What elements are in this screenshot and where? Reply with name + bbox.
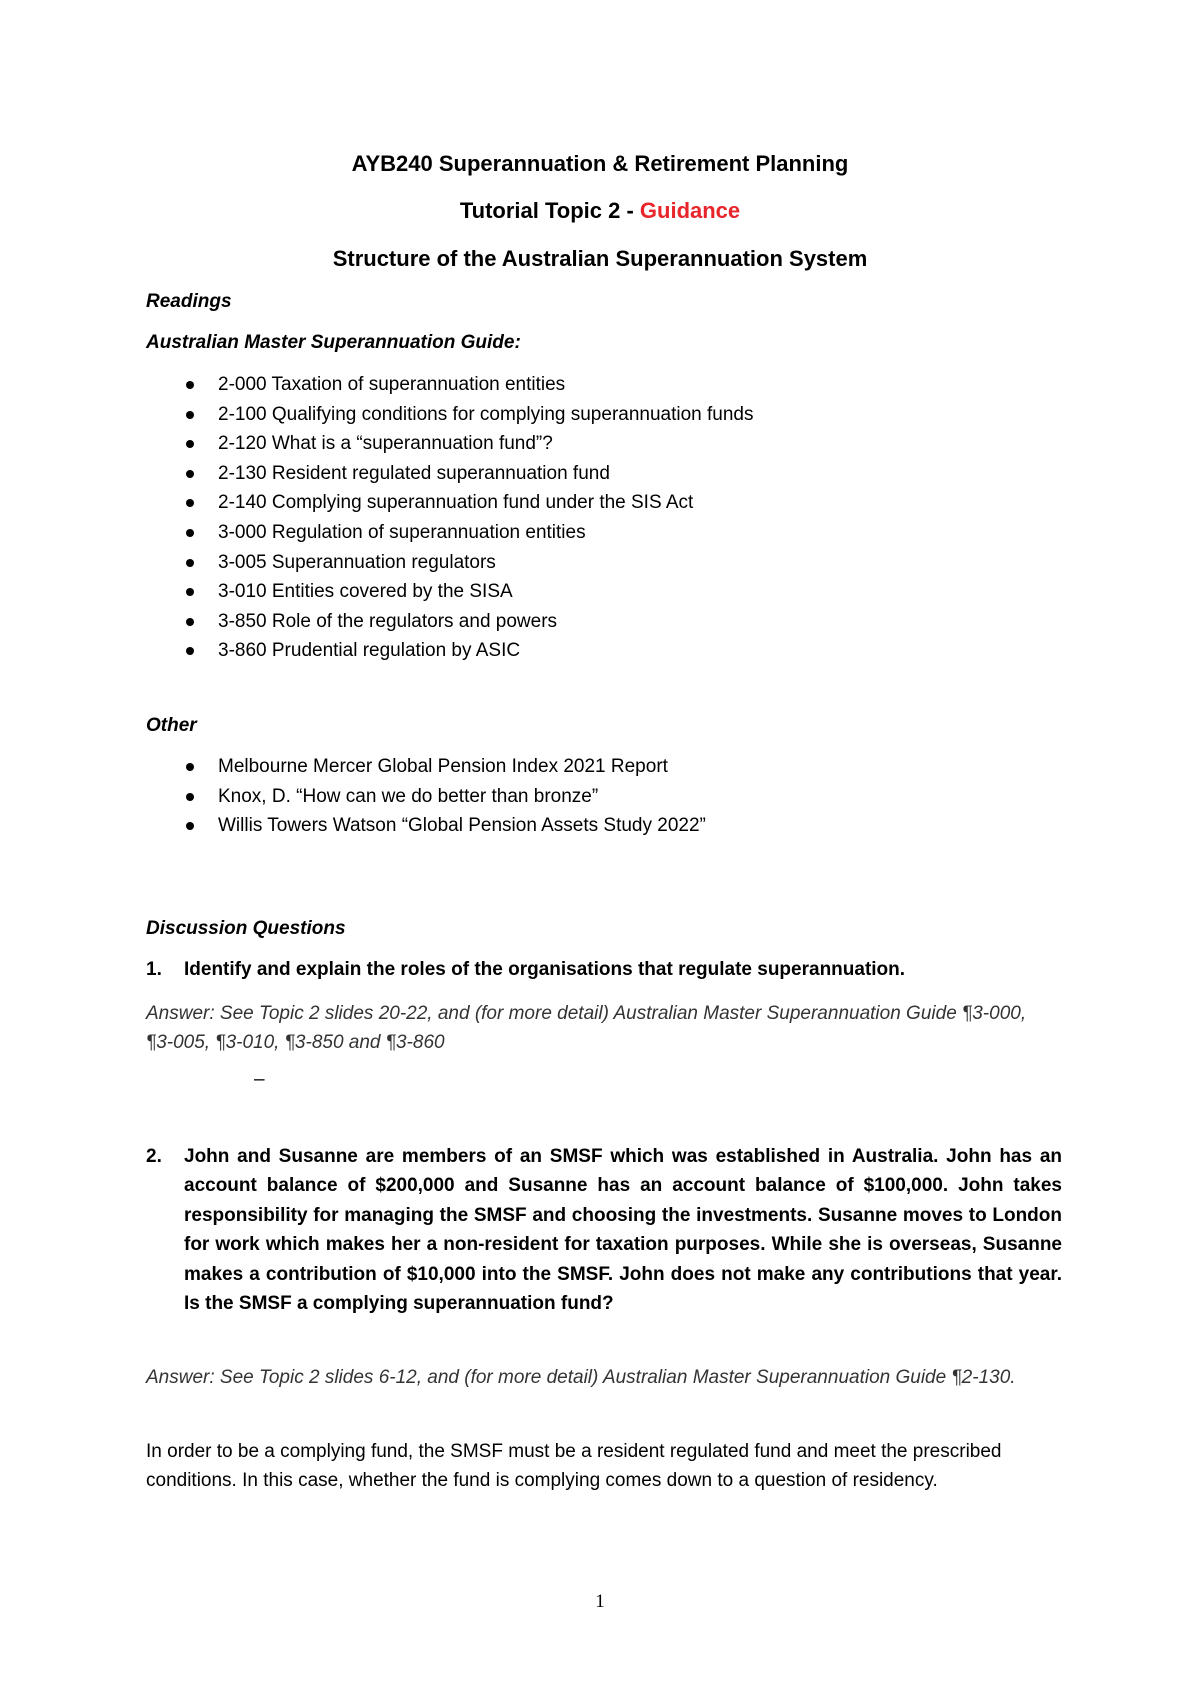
list-item: 3-000 Regulation of superannuation entities	[146, 518, 754, 548]
stray-dash: –	[254, 1069, 265, 1090]
tutorial-title-accent: Guidance	[639, 198, 741, 223]
list-item: 3-860 Prudential regulation by ASIC	[146, 636, 754, 666]
question-2-followup: In order to be a complying fund, the SMSF must be a resident regulated fund and meet the prescribed conditions. In this case, whether the fund is complying comes down to a question of residency.	[146, 1441, 1002, 1491]
readings-list	[146, 370, 754, 666]
list-item: 2-130 Resident regulated superannuation fund	[146, 459, 754, 489]
other-list	[146, 752, 706, 841]
list-item: 3-005 Superannuation regulators	[146, 548, 754, 578]
question-2-number: 2.	[146, 1146, 162, 1167]
question-1-text: Identify and explain the roles of the organisations that regulate superannuation.	[184, 959, 906, 980]
guide-heading: Australian Master Superannuation Guide:	[146, 332, 521, 353]
list-item: Knox, D. “How can we do better than bronze”	[146, 782, 706, 812]
list-item: 2-000 Taxation of superannuation entities	[146, 370, 754, 400]
question-2-text: John and Susanne are members of an SMSF which was established in Australia. John has an account balance of $200,000 and Susanne has an account balance of $100,000. John takes responsibility for managing the SMSF and choosing the investments. Susanne moves to London for work which makes her a non-resident for taxation purposes. While she is overseas, Susanne makes a contribution of $10,000 into the SMSF. John does not make any contributions that year. Is the SMSF a complying superannuation fund?	[184, 1146, 1062, 1315]
document-subtitle: Structure of the Australian Superannuation System	[332, 246, 868, 271]
question-1-number: 1.	[146, 959, 162, 980]
discussion-heading: Discussion Questions	[146, 918, 346, 939]
list-item: Willis Towers Watson “Global Pension Assets Study 2022”	[146, 811, 706, 841]
question-2-answer: Answer: See Topic 2 slides 6-12, and (for more detail) Australian Master Superannuation Guide ¶2-130.	[146, 1367, 1016, 1388]
list-item: 2-120 What is a “superannuation fund”?	[146, 429, 754, 459]
readings-heading: Readings	[146, 291, 232, 312]
list-item: 3-010 Entities covered by the SISA	[146, 577, 754, 607]
tutorial-title-prefix: Tutorial Topic 2 -	[459, 198, 640, 223]
list-item: 3-850 Role of the regulators and powers	[146, 607, 754, 637]
page-number: 1	[595, 1591, 605, 1612]
question-1-answer: Answer: See Topic 2 slides 20-22, and (for more detail) Australian Master Superannuation Guide ¶3-000, ¶3-005, ¶3-010, ¶3-850 and ¶3-860	[146, 1003, 1027, 1053]
list-item: 2-100 Qualifying conditions for complying superannuation funds	[146, 400, 754, 430]
tutorial-title	[0, 197, 1200, 225]
other-heading: Other	[146, 715, 197, 736]
course-title: AYB240 Superannuation & Retirement Planning	[351, 151, 849, 176]
list-item: 2-140 Complying superannuation fund under the SIS Act	[146, 488, 754, 518]
list-item: Melbourne Mercer Global Pension Index 2021 Report	[146, 752, 706, 782]
